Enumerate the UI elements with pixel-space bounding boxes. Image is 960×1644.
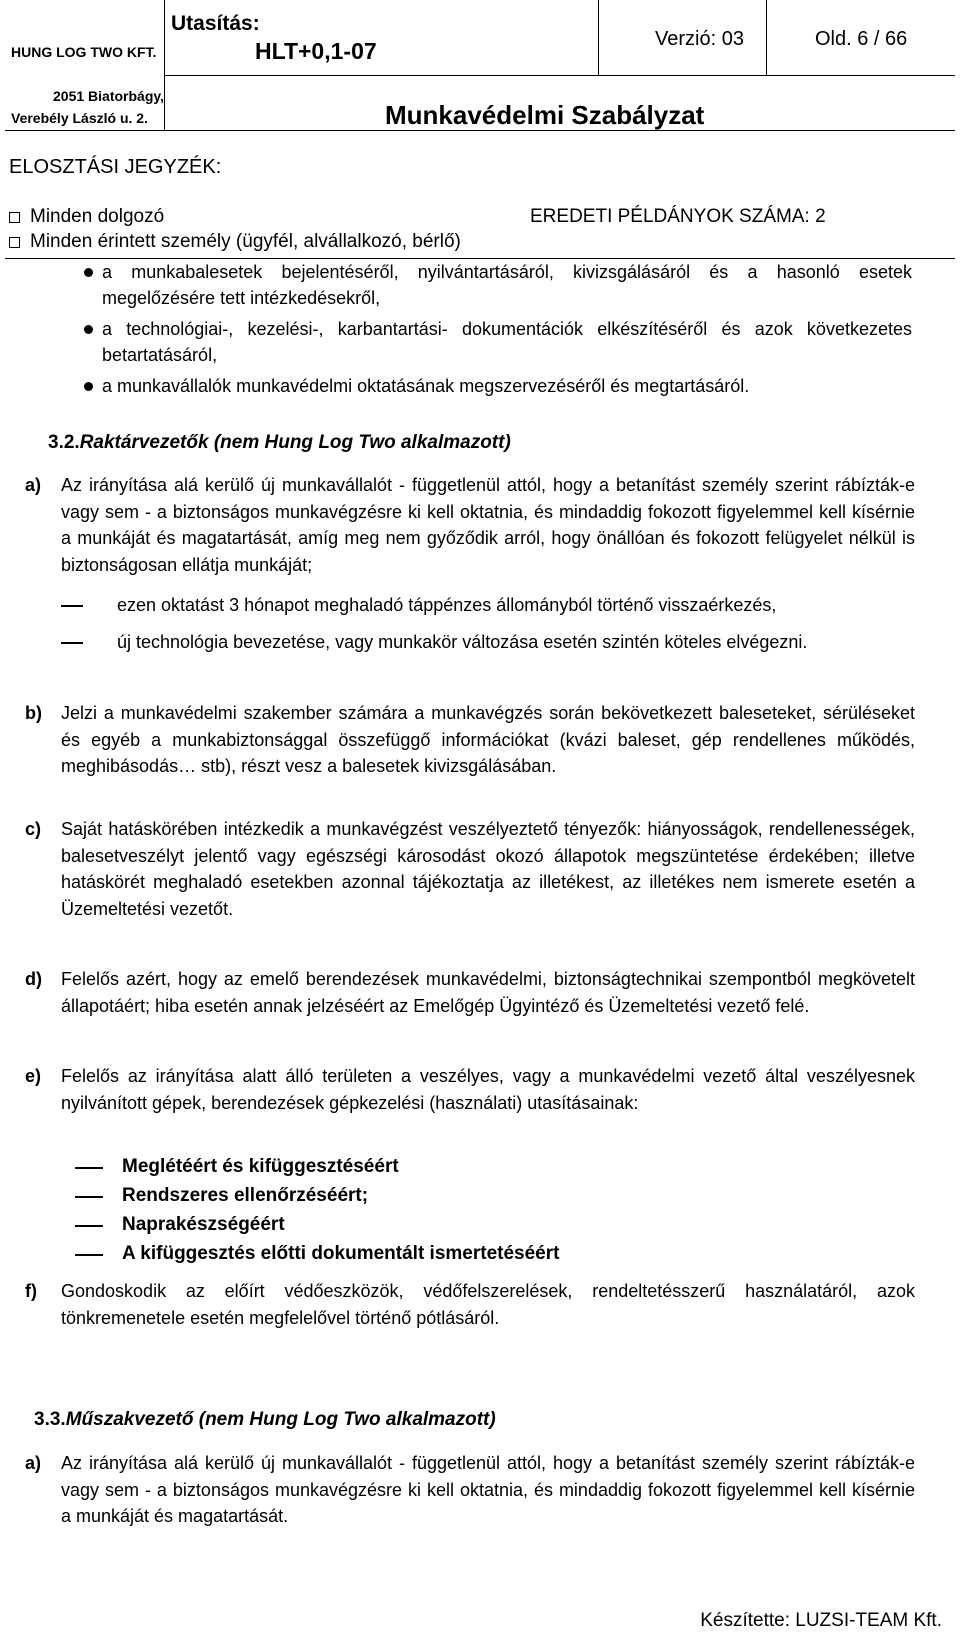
dash-icon	[75, 1196, 103, 1198]
doc-code-cell	[164, 0, 599, 76]
list-item	[82, 373, 912, 399]
section-number: 3.3.	[34, 1409, 66, 1430]
list-item	[82, 259, 912, 311]
document-header	[5, 0, 955, 131]
dash-text: ezen oktatást 3 hónapot meghaladó táppénzes állományból történő visszaérkezés,	[117, 595, 777, 615]
list-item	[61, 629, 915, 656]
company-cell	[5, 0, 165, 131]
item-label: b)	[25, 703, 42, 723]
title-cell	[164, 75, 955, 131]
dash-text: Naprakészségéért	[122, 1214, 285, 1235]
item-label: a)	[25, 1453, 42, 1473]
prepared-by: Készítette: LUZSI-TEAM Kft.	[700, 1610, 942, 1631]
doc-type-label: Utasítás:	[171, 12, 260, 35]
dash-icon	[75, 1225, 103, 1227]
address-line-2: Verebély László u. 2.	[11, 110, 148, 126]
page-cell	[766, 0, 955, 76]
list-item	[70, 1181, 770, 1210]
dash-text: új technológia bevezetése, vagy munkakör változása esetén szintén köteles elvégezni.	[117, 631, 808, 652]
item-a	[25, 472, 915, 655]
dash-icon	[61, 642, 83, 644]
dash-icon	[75, 1254, 103, 1256]
item-b	[25, 700, 915, 780]
list-item	[61, 592, 915, 619]
list-item	[70, 1239, 770, 1268]
bullet-text: a technológiai-, kezelési-, karbantartási- dokumentációk elkészítéséről és azok következetes betartatásáról,	[102, 319, 912, 365]
version-cell	[598, 0, 767, 76]
bullet-text: a munkabalesetek bejelentéséről, nyilvántartásáról, kivizsgálásáról és a hasonló esetek megelőzésére tett intézkedésekről,	[102, 262, 912, 308]
list-item	[70, 1210, 770, 1239]
dash-text: A kifüggesztés előtti dokumentált ismertetéséért	[122, 1243, 560, 1264]
section-heading-3-2	[48, 432, 511, 454]
item-label: a)	[25, 475, 42, 495]
checkbox-icon	[9, 237, 20, 248]
dash-text: Meglétéért és kifüggesztéséért	[122, 1156, 399, 1177]
dash-list	[61, 592, 915, 655]
distribution-title: ELOSZTÁSI JEGYZÉK:	[9, 156, 222, 178]
distribution-row-affected-persons	[9, 231, 461, 253]
bullet-icon	[84, 268, 93, 277]
item-text: Az irányítása alá kerülő új munkavállalót - függetlenül attól, hogy a betanítást személy szerint rábízták-e vagy sem - a biztonságos munkavégzésre ki kell oktatnia, és mindaddig fokozott figyelemmel kell kísérnie a munkáját és magatartását, amíg meg nem győződik arról, hogy önállóan és fokozott felügyelet nélkül is biztonságosan ellátja munkáját;	[61, 475, 915, 575]
item-label: f)	[25, 1281, 37, 1301]
item-text: Az irányítása alá kerülő új munkavállalót - függetlenül attól, hogy a betanítást személy szerint rábízták-e vagy sem - a biztonságos munkavégzésre ki kell oktatnia, és mindaddig fokozott figyelemmel kell kísérnie a munkáját és magatartását.	[61, 1453, 915, 1526]
item-label: c)	[25, 819, 42, 839]
dash-text: Rendszeres ellenőrzéséért;	[122, 1185, 369, 1206]
bullet-icon	[84, 382, 93, 391]
original-copies-label: EREDETI PÉLDÁNYOK SZÁMA: 2	[530, 206, 826, 227]
item-text: Felelős azért, hogy az emelő berendezések munkavédelmi, biztonságtechnikai szempontból megkövetelt állapotáért; hiba esetén annak jelzéséért az Emelőgép Ügyintéző és Üzemeltetési vezető felé.	[61, 969, 915, 1016]
company-name: HUNG LOG TWO KFT.	[11, 44, 157, 60]
section-number: 3.2.	[48, 432, 80, 453]
dash-icon	[75, 1167, 103, 1169]
list-item	[70, 1152, 770, 1181]
item-text: Felelős az irányítása alatt álló területen a veszélyes, vagy a munkavédelmi vezető által veszélyesnek nyilvánított gépek, berendezések gépkezelési (használati) utasításainak:	[61, 1066, 915, 1113]
version: Verzió: 03	[655, 28, 744, 50]
page-number: Old. 6 / 66	[815, 28, 908, 50]
item-text: Jelzi a munkavédelmi szakember számára a munkavégzés során bekövetkezett baleseteket, sérüléseket és egyéb a munkabiztonsággal összefüggő információkat (kvázi baleset, gép rendellenes működés, meghibásodás… stb), részt vesz a balesetek kivizsgálásában.	[61, 703, 915, 776]
item-c	[25, 816, 915, 922]
distribution-affected-persons-label: Minden érintett személy (ügyfél, alvállalkozó, bérlő)	[30, 231, 461, 252]
list-item	[82, 316, 912, 368]
item-f	[25, 1278, 915, 1331]
doc-code: HLT+0,1-07	[255, 38, 377, 64]
dash-icon	[61, 605, 83, 607]
distribution-row-all-employees	[9, 206, 164, 228]
item-a-3-3	[25, 1450, 915, 1530]
distribution-all-employees-label: Minden dolgozó	[30, 206, 165, 227]
bullet-list	[82, 259, 912, 404]
checkbox-icon	[9, 212, 20, 223]
item-label: e)	[25, 1066, 42, 1086]
item-d	[25, 966, 915, 1019]
item-text: Gondoskodik az előírt védőeszközök, védőfelszerelések, rendeltetésszerű használatáról, azok tönkremenetele esetén megfelelővel történő pótlásáról.	[61, 1281, 915, 1328]
bullet-icon	[84, 325, 93, 334]
document-title: Munkavédelmi Szabályzat	[385, 100, 705, 130]
bullet-text: a munkavállalók munkavédelmi oktatásának megszervezéséről és megtartásáról.	[102, 376, 750, 396]
item-e	[25, 1063, 915, 1116]
address-line-1: 2051 Biatorbágy,	[53, 88, 165, 104]
section-title: Raktárvezetők (nem Hung Log Two alkalmazott)	[79, 432, 511, 453]
item-label: d)	[25, 969, 42, 989]
section-title: Műszakvezető (nem Hung Log Two alkalmazott)	[65, 1409, 496, 1430]
section-heading-3-3	[34, 1409, 496, 1431]
item-text: Saját hatáskörében intézkedik a munkavégzést veszélyeztető tényezők: hiányosságok, rendellenességek, balesetveszélyt jelentő vagy egészségi károsodást okozó állapotok megszüntetése érdekében; illetve hatáskörét meghaladó esetekben azonnal tájékoztatja az illetékest, az illetékes nem ismerete esetén a Üzemeltetési vezetőt.	[61, 819, 915, 919]
bold-dash-list	[70, 1152, 770, 1268]
original-copies-count	[530, 206, 826, 228]
